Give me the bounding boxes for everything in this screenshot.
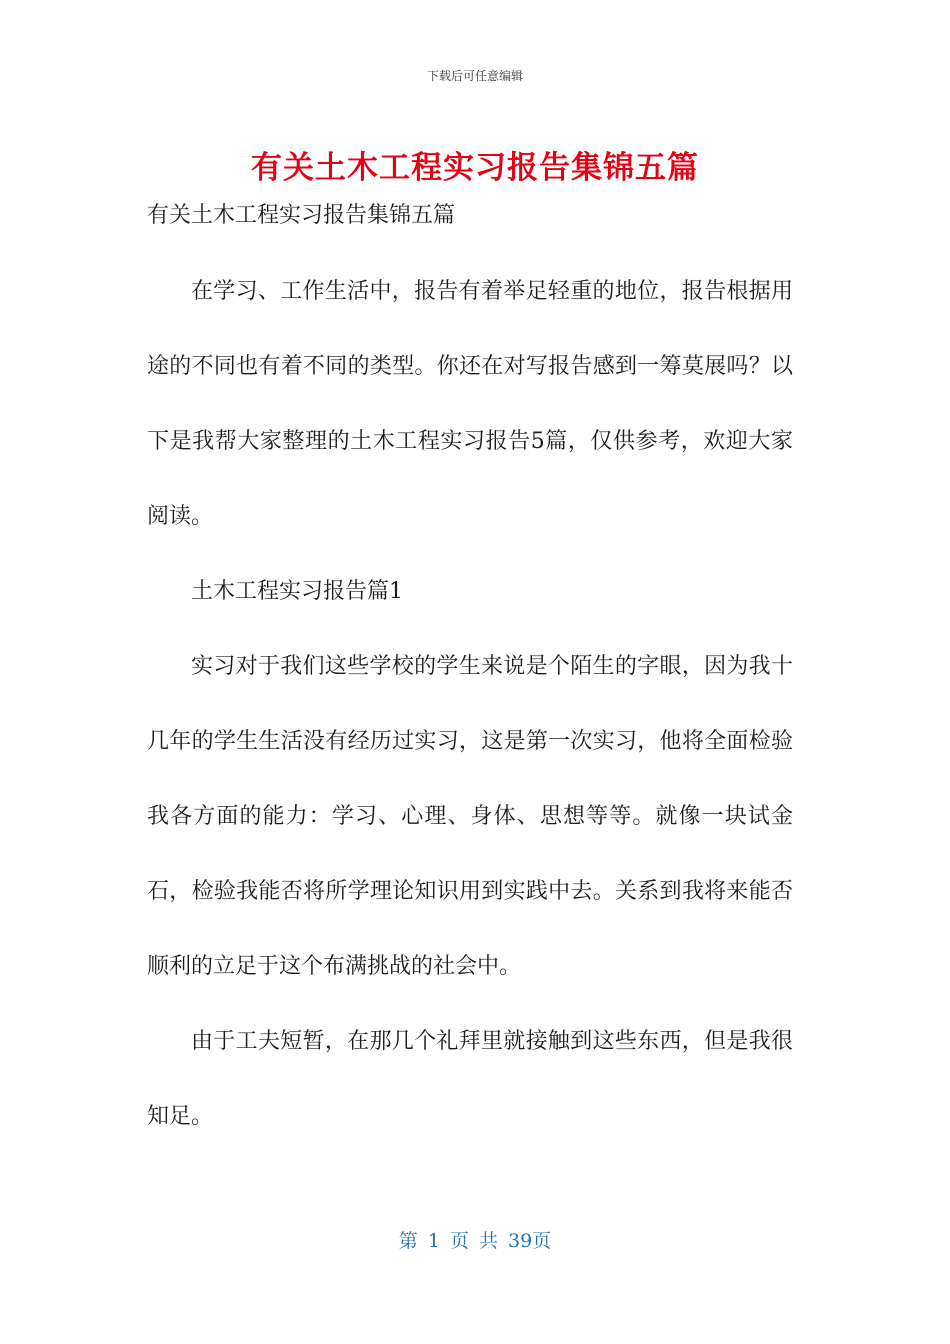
paragraph-body-1: 实习对于我们这些学校的学生来说是个陌生的字眼，因为我十几年的学生生活没有经历过实习，这是第一次实习，他将全面检验我各方面的能力：学习、心理、身体、思想等等。就像一块试金石，检验我能否将所学理论知识用到实践中去。关系到我将来能否顺利的立足于这个布满挑战的社会中。 [147,654,793,979]
document-title: 有关土木工程实习报告集锦五篇 [251,150,699,186]
header-note: 下载后可任意编辑 [426,69,523,83]
document-body [147,197,793,1154]
paragraph-subtitle: 有关土木工程实习报告集锦五篇 [147,203,456,228]
page-footer: 第 1 页 共 39页 [398,1230,552,1252]
paragraph-intro: 在学习、工作生活中，报告有着举足轻重的地位，报告根据用途的不同也有着不同的类型。你还在对写报告感到一筹莫展吗？以下是我帮大家整理的土木工程实习报告5篇，仅供参考，欢迎大家阅读。 [147,279,793,529]
paragraph-body-2: 由于工夫短暂，在那几个礼拜里就接触到这些东西，但是我很知足。 [147,1029,793,1129]
paragraph-section-heading: 土木工程实习报告篇1 [191,579,403,604]
